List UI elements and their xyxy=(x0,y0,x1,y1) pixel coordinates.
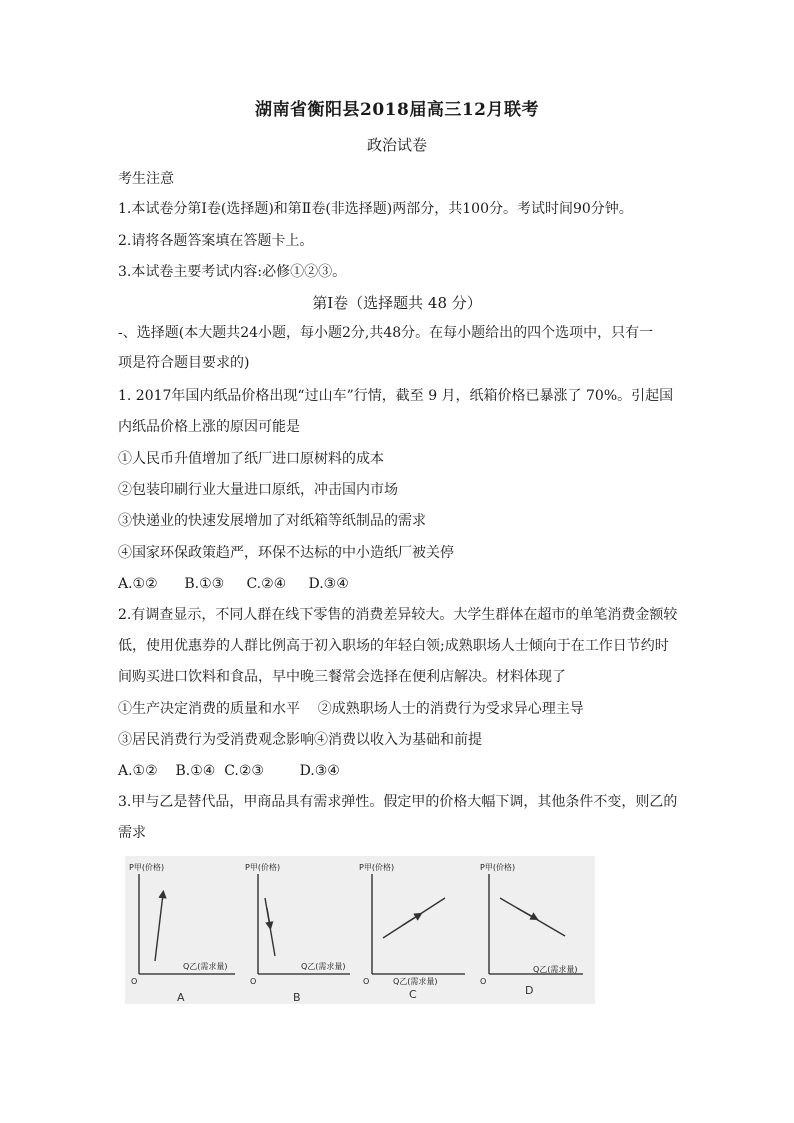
exam-subject: 政治试卷 xyxy=(366,136,427,154)
question-2-line-1: 2.有调查显示，不同人群在线下零售的消费差异较大。大学生群体在超市的单笔消费金额较 xyxy=(118,607,678,623)
question-1-statement-4: ④国家环保政策趋严，环保不达标的中小造纸厂被关停 xyxy=(118,545,454,561)
graph-b-curve xyxy=(265,898,275,956)
graph-c-origin: O xyxy=(363,977,370,986)
question-2-line-3: 间购买进口饮料和食品，早中晚三餐常会选择在便利店解决。材料体现了 xyxy=(118,669,566,685)
notes-heading: 考生注意 xyxy=(118,171,174,187)
question-1-statement-3: ③快递业的快速发展增加了对纸箱等纸制品的需求 xyxy=(118,513,426,529)
note-item-3: 3.本试卷主要考试内容:必修①②③。 xyxy=(118,264,347,280)
question-3-line-2: 需求 xyxy=(118,825,146,841)
question-1-statement-2: ②包装印刷行业大量进口原纸，冲击国内市场 xyxy=(118,482,398,498)
graph-b xyxy=(245,862,350,1004)
graph-a-origin: O xyxy=(131,977,138,986)
graph-d-y-label: P甲(价格) xyxy=(480,863,516,872)
graph-d-x-label: Q乙(需求量) xyxy=(533,965,578,974)
graph-b-y-label: P甲(价格) xyxy=(245,863,281,872)
graph-b-arrow xyxy=(267,908,270,926)
question-2-options: A.①② B.①④ C.②③ D.③④ xyxy=(118,763,340,779)
graph-a-label: A xyxy=(177,991,185,1004)
graph-b-origin: O xyxy=(250,977,257,986)
question-1-statement-1: ①人民币升值增加了纸厂进口原树料的成本 xyxy=(118,451,384,467)
question-2-line-2: 低，使用优惠券的人群比例高于初入职场的年轻白领;成熟职场人士倾向于在工作日节约时 xyxy=(118,638,669,654)
graph-c-x-label: Q乙(需求量) xyxy=(393,977,438,986)
exam-title: 湖南省衡阳县2018届高三12月联考 xyxy=(255,100,539,120)
note-item-1: 1.本试卷分第Ⅰ卷(选择题)和第Ⅱ卷(非选择题)两部分，共100分。考试时间90分钟。 xyxy=(118,201,633,217)
graph-a-x-label: Q乙(需求量) xyxy=(183,962,228,971)
question-2-statement-2: ③居民消费行为受消费观念影响④消费以收入为基础和前提 xyxy=(118,732,482,748)
graph-a xyxy=(129,862,235,1004)
demand-graphs-figure xyxy=(125,856,595,1004)
graph-b-label: B xyxy=(293,991,301,1004)
graph-b-x-label: Q乙(需求量) xyxy=(301,962,346,971)
graph-d-arrow xyxy=(517,908,535,918)
graph-d xyxy=(480,862,583,997)
graph-a-y-label: P甲(价格) xyxy=(129,863,165,872)
section-heading: 第Ⅰ卷（选择题共 48 分） xyxy=(312,294,482,312)
question-3-line-1: 3.甲与乙是替代品，甲商品具有需求弹性。假定甲的价格大幅下调，其他条件不变，则乙的 xyxy=(118,794,678,810)
graph-a-curve xyxy=(155,894,163,961)
graph-d-origin: O xyxy=(480,977,487,986)
graph-c-arrow xyxy=(403,915,419,925)
question-1-line-1: 1. 2017年国内纸品价格出现“过山车”行情，截至 9 月，纸箱价格已暴涨了 70%。引起国 xyxy=(118,388,674,404)
question-2-statement-1: ①生产决定消费的质量和水平 ②成熟职场人士的消费行为受求异心理主导 xyxy=(118,701,584,717)
note-item-2: 2.请将各题答案填在答题卡上。 xyxy=(118,233,314,249)
section-intro-line-1: -、选择题(本大题共24小题，每小题2分,共48分。在每小题给出的四个选项中，只有一 xyxy=(118,325,654,341)
graph-c-y-label: P甲(价格) xyxy=(359,863,395,872)
section-intro-line-2: 项是符合题目要求的) xyxy=(118,355,250,371)
question-1-line-2: 内纸品价格上涨的原因可能是 xyxy=(118,419,300,435)
graph-c xyxy=(359,862,465,1001)
graph-d-label: D xyxy=(525,984,534,997)
question-1-options: A.①② B.①③ C.②④ D.③④ xyxy=(118,576,349,592)
graph-c-label: C xyxy=(409,988,417,1001)
